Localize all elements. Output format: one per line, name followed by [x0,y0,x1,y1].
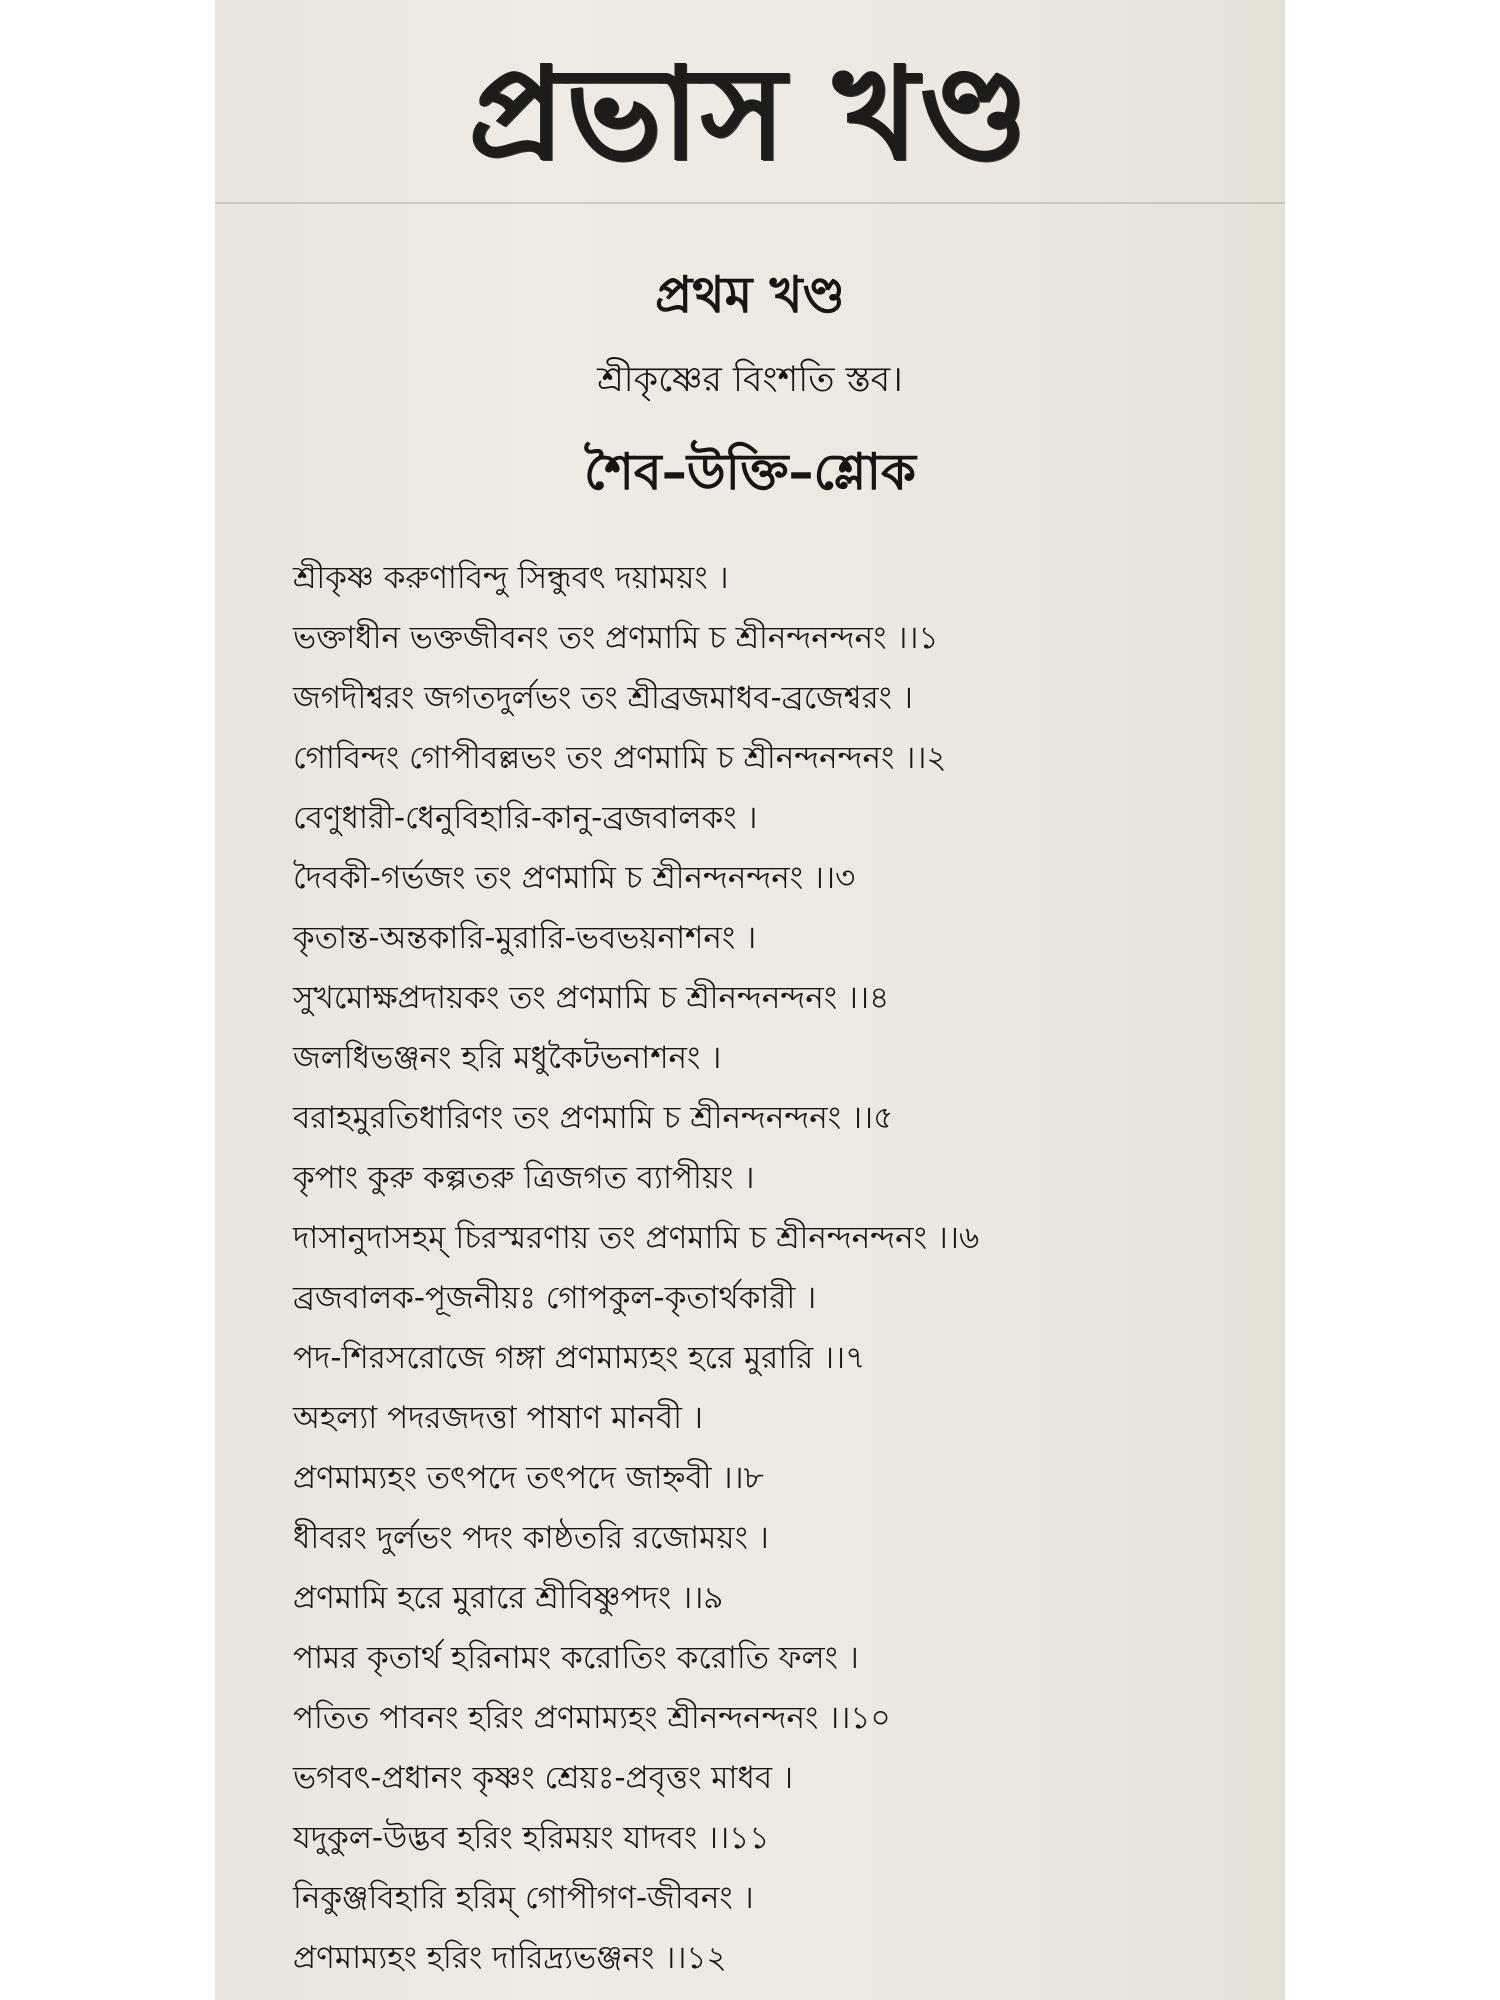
verse-line: যদুকুল-উদ্ভব হরিং হরিময়ং যাদবং ।।১১ [293,1820,770,1856]
verse-line: কৃতান্ত-অন্তকারি-মুরারি-ভবভয়নাশনং । [293,920,757,956]
verse-line: ধীবরং দুর্লভং পদং কাষ্ঠতরি রজোময়ং । [293,1520,769,1556]
verse-line: বেণুধারী-ধেনুবিহারি-কানু-ব্রজবালকং । [293,800,758,836]
verse-line: পদ-শিরসরোজে গঙ্গা প্রণমাম্যহং হরে মুরারি ।।৭ [293,1340,866,1376]
section-heading: শৈব–উক্তি–শ্লোক [584,443,916,501]
verse-line: বরাহমুরতিধারিণং তং প্রণমামি চ শ্রীনন্দনন্দনং ।।৫ [293,1100,894,1136]
verse-line: ভগবৎ-প্রধানং কৃষ্ণং শ্রেয়ঃ-প্রবৃত্তং মাধব । [293,1760,794,1796]
verse-line: দাসানুদাসহম্ চিরস্মরণায় তং প্রণমামি চ শ্রীনন্দনন্দনং ।।৬ [293,1220,980,1256]
verse-line: প্রণমামি হরে মুরারে শ্রীবিষ্ণুপদং ।।৯ [293,1580,724,1616]
verse-line: পতিত পাবনং হরিং প্রণমাম্যহং শ্রীনন্দনন্দনং ।।১০ [293,1700,891,1736]
verse-line: প্রণমাম্যহং হরিং দারিদ্র্যভঞ্জনং ।।১২ [293,1940,727,1976]
verse-line: নিকুঞ্জবিহারি হরিম্ গোপীগণ-জীবনং । [293,1880,754,1916]
verse-list [293,548,1283,1988]
book-page [215,0,1285,2000]
verse-line: সুখমোক্ষপ্রদায়কং তং প্রণমামি চ শ্রীনন্দনন্দনং ।।৪ [293,980,890,1016]
verse-line: জগদীশ্বরং জগতদুর্লভং তং শ্রীব্রজমাধব-ব্রজেশ্বরং । [293,680,913,716]
verse-line: জলধিভঞ্জনং হরি মধুকৈটভনাশনং । [293,1040,722,1076]
verse-line: পামর কৃতার্থ হরিনামং করোতিং করোতি ফলং । [293,1640,859,1676]
verse-line: ভক্তাধীন ভক্তজীবনং তং প্রণমামি চ শ্রীনন্দনন্দনং ।।১ [293,620,939,656]
verse-line: ব্রজবালক-পূজনীয়ঃ গোপকুল-কৃতার্থকারী । [293,1280,817,1316]
verse-line: শ্রীকৃষ্ণ করুণাবিন্দু সিন্ধুবৎ দয়াময়ং । [293,560,729,596]
verse-line: দৈবকী-গর্ভজং তং প্রণমামি চ শ্রীনন্দনন্দনং ।।৩ [293,860,856,896]
subtitle: প্রথম খণ্ড [654,266,846,324]
verse-line: প্রণমাম্যহং তৎপদে তৎপদে জাহ্নবী ।।৮ [293,1460,764,1496]
book-title: প্রভাস খণ্ড [469,40,1031,189]
verse-line: কৃপাং কুরু কল্পতরু ত্রিজগত ব্যাপীয়ং । [293,1160,755,1196]
verse-line: গোবিন্দং গোপীবল্লভং তং প্রণমামি চ শ্রীনন্দনন্দনং ।।২ [293,740,947,776]
description: শ্রীকৃষ্ণের বিংশতি স্তব। [597,360,903,400]
page-fold-line [215,202,1285,204]
verse-line: অহল্যা পদরজদত্তা পাষাণ মানবী । [293,1400,703,1436]
